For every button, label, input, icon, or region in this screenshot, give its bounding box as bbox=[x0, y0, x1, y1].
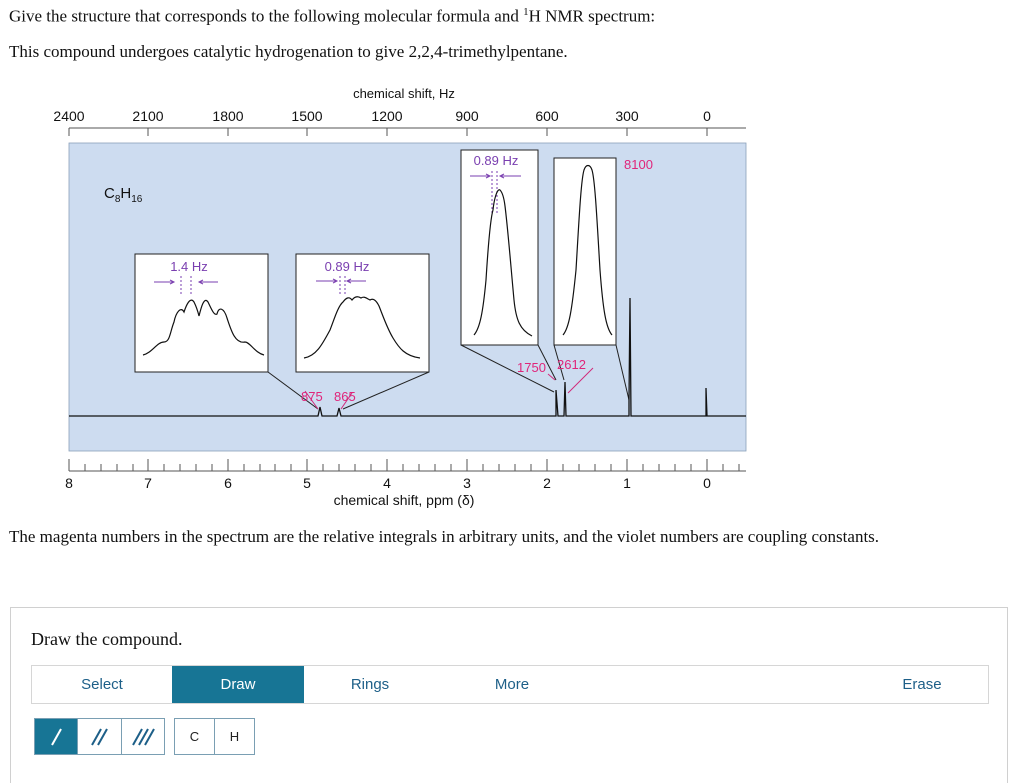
ppm-tick-label: 2 bbox=[543, 475, 551, 491]
coupling-constant-right: 0.89 Hz bbox=[473, 153, 519, 168]
question-line-1-pre: Give the structure that corresponds to the following molecular formula and bbox=[9, 6, 524, 26]
inset-middle bbox=[296, 254, 429, 372]
single-bond-icon bbox=[35, 719, 78, 754]
question-line-1-post: H NMR spectrum: bbox=[528, 6, 656, 26]
ppm-tick-label: 0 bbox=[703, 475, 711, 491]
hz-tick-label: 0 bbox=[703, 108, 711, 124]
molecular-formula: $C_8H_{16}$ bbox=[104, 185, 143, 205]
hz-tick-label: 2100 bbox=[132, 108, 164, 124]
ppm-tick-label: 6 bbox=[224, 475, 232, 491]
ppm-ticks bbox=[69, 459, 739, 471]
draw-button[interactable]: Draw bbox=[172, 666, 304, 703]
integral-1750: 1750 bbox=[517, 360, 546, 375]
hz-tick-labels bbox=[53, 108, 711, 124]
hz-tick-label: 900 bbox=[455, 108, 479, 124]
ppm-tick-label: 1 bbox=[623, 475, 631, 491]
erase-button[interactable]: Erase bbox=[902, 676, 942, 693]
atom-tools bbox=[174, 718, 255, 755]
draw-panel bbox=[10, 607, 1008, 783]
question-line-1 bbox=[9, 6, 655, 27]
hz-tick-label: 1500 bbox=[291, 108, 323, 124]
ppm-tick-label: 3 bbox=[463, 475, 471, 491]
select-button[interactable]: Select bbox=[81, 676, 123, 693]
integral-2612: 2612 bbox=[557, 357, 586, 372]
question-line-2: This compound undergoes catalytic hydrogenation to give 2,2,4-trimethylpentane. bbox=[9, 42, 568, 61]
ppm-tick-label: 5 bbox=[303, 475, 311, 491]
ppm-tick-labels bbox=[65, 475, 711, 491]
more-button[interactable]: More bbox=[494, 676, 530, 693]
nmr-superscript: 1 bbox=[523, 6, 529, 18]
carbon-atom-button[interactable]: C bbox=[189, 729, 200, 744]
hz-tick-label: 1800 bbox=[212, 108, 244, 124]
top-axis-label: chemical shift, Hz bbox=[353, 86, 455, 101]
triple-bond-icon bbox=[122, 719, 165, 754]
hz-tick-label: 300 bbox=[615, 108, 639, 124]
triple-bond-button[interactable] bbox=[121, 719, 164, 754]
integral-8100: 8100 bbox=[624, 157, 653, 172]
integral-865: 865 bbox=[334, 389, 356, 404]
double-bond-button[interactable] bbox=[77, 719, 120, 754]
hz-tick-label: 2400 bbox=[53, 108, 85, 124]
editor-toolbar bbox=[31, 665, 989, 704]
coupling-constant-left: 1.4 Hz bbox=[170, 259, 208, 274]
inset-left bbox=[135, 254, 268, 372]
coupling-constant-middle: 0.89 Hz bbox=[324, 259, 370, 274]
hz-ticks bbox=[69, 128, 707, 136]
double-bond-icon bbox=[78, 719, 121, 754]
spectrum-note: The magenta numbers in the spectrum are the relative integrals in arbitrary units, and the violet numbers are coupling constants. bbox=[9, 527, 880, 546]
hydrogen-atom-button[interactable]: H bbox=[214, 719, 254, 754]
nmr-spectrum bbox=[0, 80, 760, 515]
ppm-tick-label: 4 bbox=[383, 475, 391, 491]
ppm-tick-label: 7 bbox=[144, 475, 152, 491]
bottom-axis-label: chemical shift, ppm (δ) bbox=[333, 492, 475, 508]
hz-tick-label: 1200 bbox=[371, 108, 403, 124]
ppm-tick-label: 8 bbox=[65, 475, 73, 491]
bond-tools bbox=[34, 718, 165, 755]
hz-tick-label: 600 bbox=[535, 108, 559, 124]
integral-875: 875 bbox=[301, 389, 323, 404]
rings-button[interactable]: Rings bbox=[350, 676, 390, 693]
single-bond-button[interactable] bbox=[35, 719, 77, 754]
inset-right-1 bbox=[461, 150, 538, 345]
inset-right-2 bbox=[554, 158, 616, 345]
draw-prompt: Draw the compound. bbox=[31, 629, 183, 649]
